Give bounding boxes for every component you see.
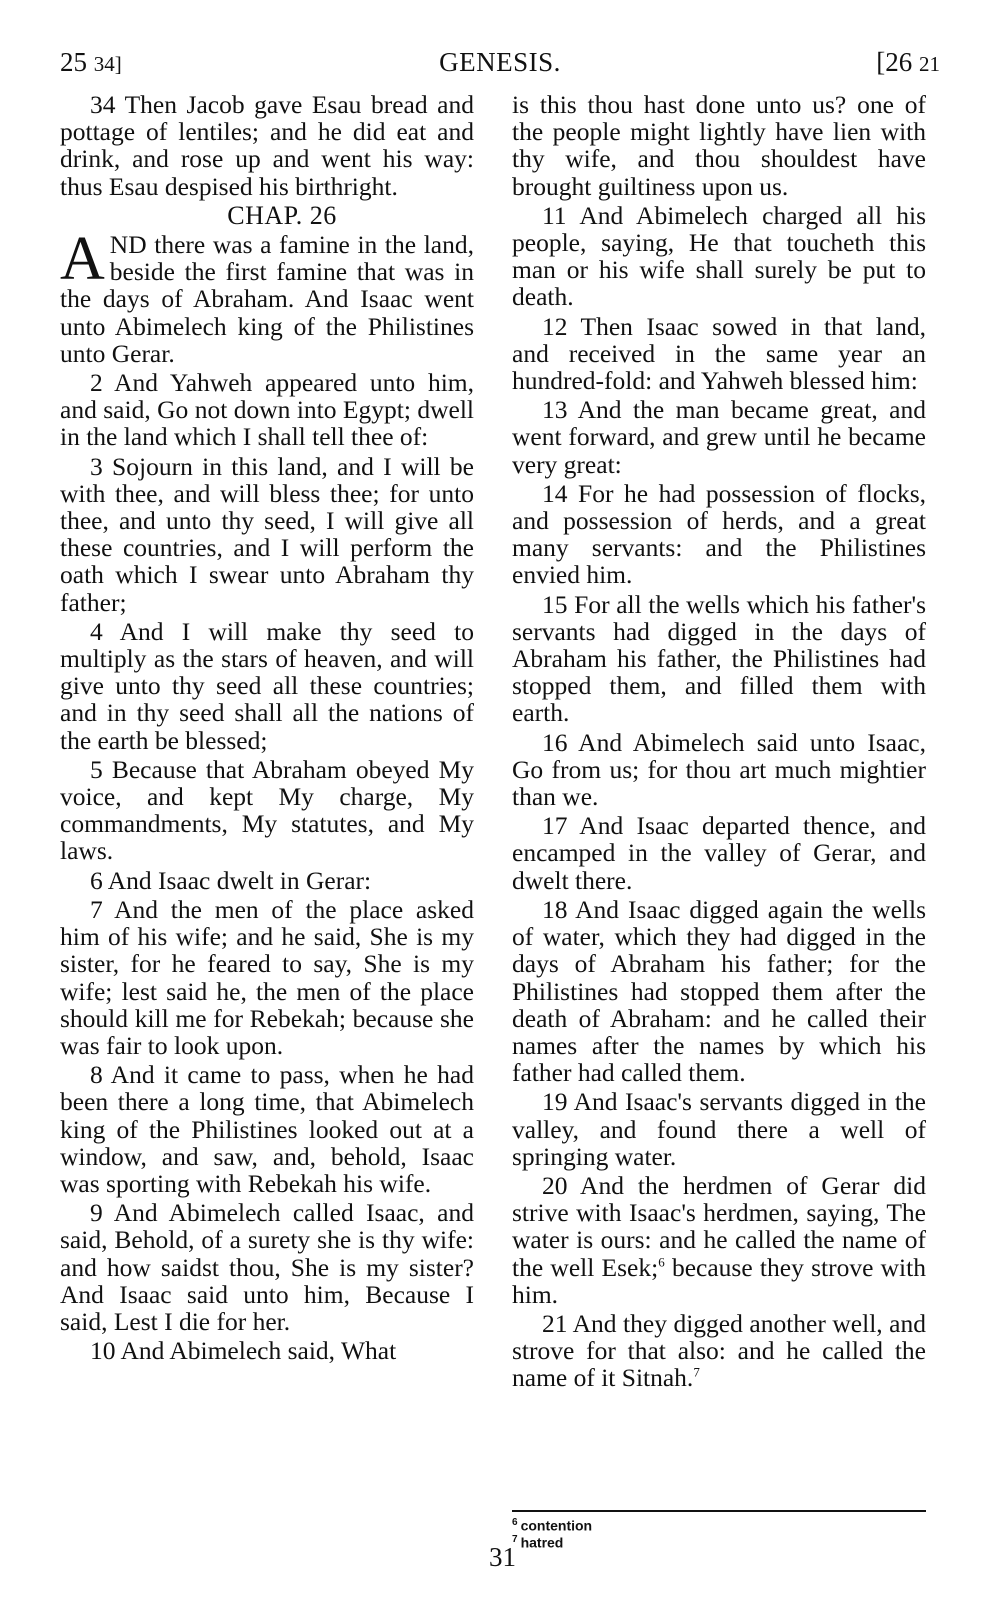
verse-26-14: 14 For he had possession of flocks, and possession of herds, and a great many servants: and the Philistines envied him. [512, 478, 926, 590]
verse-25-34: 34 Then Jacob gave Esau bread and pottage of lentiles; and he did eat and drink, and rose up and went his way: thus Esau despised his birthright. [60, 90, 474, 201]
running-head [60, 44, 940, 80]
right-column [512, 91, 926, 1394]
verse-26-20: 20 And the herdmen of Gerar did strive with Isaac's herdmen, saying, The water is ours: and he called the name of the well Esek;$^6$ because they strove with him. [512, 1170, 926, 1309]
verse-1-text: there was a famine in the land, beside the first famine that was in the days of Abraham. And Isaac went unto Abimelech king of the Philistines unto Gerar. [60, 230, 474, 368]
verse-26-16: 16 And Abimelech said unto Isaac, Go from us; for thou art much mightier than we. [512, 727, 926, 812]
verse-26-7: 7 And the men of the place asked him of his wife; and he said, She is my sister, for he feared to say, She is my wife; lest said he, the men of the place should kill me for Rebekah; because she was fair to look upon. [60, 894, 474, 1060]
verse-26-3: 3 Sojourn in this land, and I will be with thee, and will bless thee; for unto thee, and unto thy seed, I will give all these countries, and I will perform the oath which I swear unto Abraham thy father; [60, 451, 474, 617]
verse-26-18: 18 And Isaac digged again the wells of water, which they had digged in the days of Abraham his father; for the Philistines had stopped them after the death of Abraham: and he called their names after the names by which his father had called them. [512, 894, 926, 1088]
verse-26-11: 11 And Abimelech charged all his people, saying, He that toucheth this man or his wife shall surely be put to death. [512, 200, 926, 312]
left-column [60, 91, 474, 1366]
drop-cap: A [60, 225, 105, 294]
running-head-book-title: GENESIS. [439, 47, 561, 77]
verse-26-5: 5 Because that Abraham obeyed My voice, and kept My charge, My commandments, My statutes, and My laws. [60, 754, 474, 866]
footnote-mark-6: 6 [658, 1254, 665, 1270]
verse-26-8: 8 And it came to pass, when he had been there a long time, that Abimelech king of the Philistines looked out at a window, and saw, and, behold, Isaac was sporting with Rebekah his wife. [60, 1060, 474, 1198]
footnote-divider [512, 1510, 926, 1512]
verse-26-6: 6 And Isaac dwelt in Gerar: [90, 865, 372, 895]
verse-26-17: 17 And Isaac departed thence, and encamped in the valley of Gerar, and dwelt there. [512, 811, 926, 895]
verse-26-1 [60, 225, 474, 368]
running-head-left-reference: 25 34] [60, 47, 122, 77]
footnote-6: $^6$ contention [512, 1517, 593, 1534]
verse-26-13: 13 And the man became great, and went forward, and grew until he became very great: [512, 395, 926, 479]
verse-26-10-start: 10 And Abimelech said, What [90, 1336, 397, 1366]
verse-26-21: 21 And they digged another well, and strove for that also: and he called the name of it Sitnah.$^7$ [512, 1308, 926, 1393]
verse-26-19: 19 And Isaac's servants digged in the valley, and found there a well of springing water. [512, 1087, 926, 1171]
verse-26-4: 4 And I will make thy seed to multiply as the stars of heaven, and will give unto thy seed all these countries; and in thy seed shall all the nations of the earth be blessed; [60, 616, 474, 755]
footnote-7: $^7$ hatred [512, 1533, 564, 1551]
verse-26-9: 9 And Abimelech called Isaac, and said, Behold, of a surety she is thy wife: and how saidst thou, She is my sister? And Isaac said unto him, Because I said, Lest I die for her. [60, 1198, 474, 1336]
chapter-heading: CHAP. 26 [227, 200, 337, 230]
verse-26-15: 15 For all the wells which his father's servants had digged in the days of Abraham his father, the Philistines had stopped them, and filled them with earth. [512, 589, 926, 728]
verse-26-12: 12 Then Isaac sowed in that land, and received in the same year an hundred-fold: and Yahweh blessed him: [512, 311, 926, 396]
verse-26-10-end: is this thou hast done unto us? one of the people might lightly have lien with thy wife, and thou shouldest have brought guiltiness upon us. [512, 90, 926, 201]
verse-1-small-caps: ND [109, 230, 147, 260]
verse-26-2: 2 And Yahweh appeared unto him, and said, Go not down into Egypt; dwell in the land which I shall tell thee of: [60, 368, 474, 452]
page-number: 31 [489, 1542, 516, 1572]
running-head-right-reference: [26 21 [876, 47, 940, 77]
footnote-mark-7: 7 [693, 1364, 700, 1380]
